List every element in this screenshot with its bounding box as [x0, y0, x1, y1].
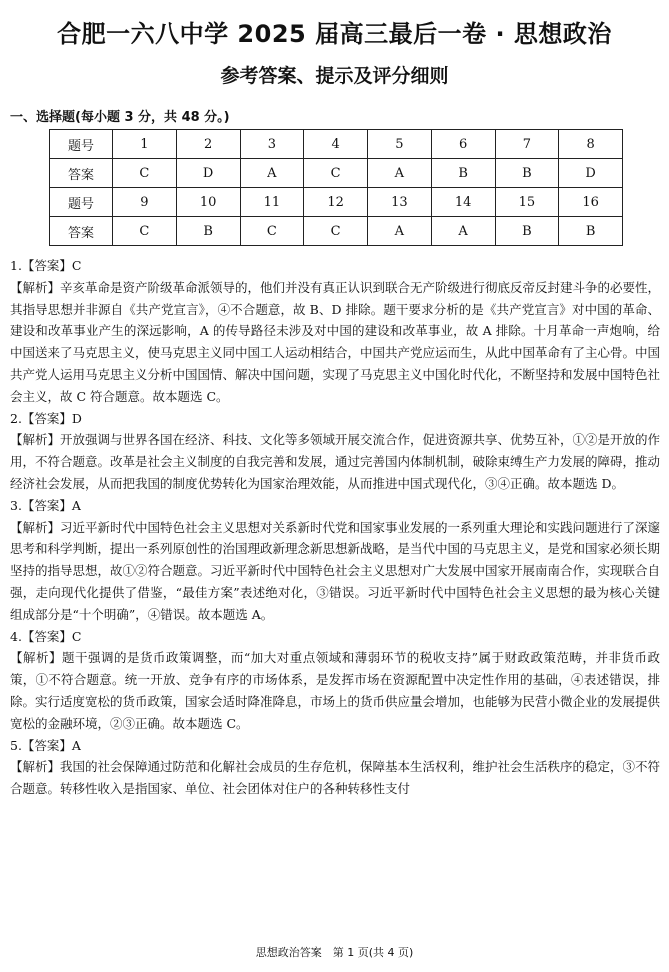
answer-table-row — [50, 188, 623, 217]
answer-table-cell: C — [240, 217, 304, 246]
question-explanation: 【解析】辛亥革命是资产阶级革命派领导的，他们并没有真正认识到联合无产阶级进行彻底反帝反封建斗争的必要性，其指导思想并非源自《共产党宣言》，④不合题意，故 B、D 排除。题干要求分析的是《共产党宣言》对中国的革命、建设和改革事业产生的深远影响，A 的传导路径未涉及对中国的建设和改革事业，故 A 排除。十月革命一声炮响，给中国送来了马克思主义，使马克思主义同中国工人运动相结合，中国共产党应运而生，从此中国革命有了主心骨。中国共产党人运用马克思主义分析中国国情、解决中国问题，实现了马克思主义中国化时代化，不断坚持和发展中国特色社会主义，故 C 符合题意。故本题选 C。 — [10, 279, 661, 404]
answer-explanations — [10, 255, 660, 800]
row-header-cell: 答案 — [50, 217, 113, 246]
answer-table-cell: 6 — [431, 130, 495, 159]
answer-table-cell: 2 — [176, 130, 240, 159]
answer-table-cell: 1 — [113, 130, 177, 159]
answer-table-cell: A — [240, 159, 304, 188]
answer-table-row — [50, 130, 623, 159]
answer-table-cell: 11 — [240, 188, 304, 217]
answer-table — [49, 129, 623, 246]
answer-table-cell: 12 — [304, 188, 368, 217]
row-header-cell: 题号 — [50, 188, 113, 217]
answer-table-cell: 10 — [176, 188, 240, 217]
question-answer-label: 1.【答案】C — [10, 258, 82, 273]
question-answer-label: 4.【答案】C — [10, 628, 82, 644]
question-explanation: 【解析】开放强调与世界各国在经济、科技、文化等多领域开展交流合作，促进资源共享、优势互补，①②是开放的作用，不符合题意。改革是社会主义制度的自我完善和发展，通过完善国内体制机制，破除束缚生产力发展的障碍，推动经济社会发展，从而把我国的制度优势转化为国家治理效能，从而推进中国式现代化，③④正确。故本题选 D。 — [10, 432, 661, 491]
answer-table-cell: 3 — [240, 130, 304, 159]
answer-table-cell: A — [431, 217, 495, 246]
answer-table-cell: C — [304, 159, 368, 188]
question-answer-label: 5.【答案】A — [10, 737, 81, 753]
row-header-cell: 题号 — [50, 130, 113, 159]
answer-table-cell: A — [368, 217, 432, 246]
answer-table-cell: B — [495, 217, 559, 246]
answer-table-cell: D — [176, 159, 240, 188]
row-header-cell: 答案 — [50, 159, 113, 188]
answer-table-cell: 16 — [559, 188, 623, 217]
answer-table-cell: 8 — [559, 130, 623, 159]
answer-table-cell: B — [495, 159, 559, 188]
answer-table-cell: 7 — [495, 130, 559, 159]
answer-table-row — [50, 159, 623, 188]
answer-table-cell: C — [113, 159, 177, 188]
section-heading: 一、选择题(每小题 3 分，共 48 分。) — [10, 110, 230, 125]
answer-table-row — [50, 217, 623, 246]
answer-table-cell: 4 — [304, 130, 368, 159]
answer-table-cell: 15 — [495, 188, 559, 217]
page-footer: 思想政治答案 第 1 页(共 4 页) — [255, 946, 414, 959]
answer-table-cell: A — [368, 159, 432, 188]
answer-table-cell: 13 — [368, 188, 432, 217]
question-answer-label: 3.【答案】A — [10, 497, 81, 513]
answer-table-cell: 14 — [431, 188, 495, 217]
question-answer-label: 2.【答案】D — [10, 410, 82, 426]
question-explanation: 【解析】我国的社会保障通过防范和化解社会成员的生存危机，保障基本生活权利，维护社会生活秩序的稳定，③不符合题意。转移性收入是指国家、单位、社会团体对住户的各种转移性支付 — [10, 759, 661, 797]
page-subtitle: 参考答案、提示及评分细则 — [220, 65, 449, 87]
answer-table-cell: 5 — [368, 130, 432, 159]
answer-table-cell: B — [431, 159, 495, 188]
answer-table-cell: 9 — [113, 188, 177, 217]
answer-table-cell: B — [559, 217, 623, 246]
answer-table-cell: B — [176, 217, 240, 246]
page-title: 合肥一六八中学 2025 届高三最后一卷 · 思想政治 — [57, 20, 612, 48]
answer-table-cell: C — [113, 217, 177, 246]
question-explanation: 【解析】习近平新时代中国特色社会主义思想对关系新时代党和国家事业发展的一系列重大理论和实践问题进行了深邃思考和科学判断，提出一系列原创性的治国理政新理念新思想新战略，是当代中国的马克思主义，是党和国家必须长期坚持的指导思想，故①②符合题意。习近平新时代中国特色社会主义思想对广大发展中国家开展南南合作，实现联合自强，走向现代化提供了借鉴，“最佳方案”表述绝对化，③错误。习近平新时代中国特色社会主义思想的最为核心关键组成部分是“十个明确”，④错误。故本题选 A。 — [10, 519, 661, 622]
question-explanation: 【解析】题干强调的是货币政策调整，而“加大对重点领域和薄弱环节的税收支持”属于财政政策范畴，并非货币政策，①不符合题意。统一开放、竞争有序的市场体系，是发挥市场在资源配置中决定性作用的基础，④表述错误，排除。实行适度宽松的货币政策，国家会适时降准降息，市场上的货币供应量会增加，也能够为民营小微企业的发展提供宽松的金融环境，②③正确。故本题选 C。 — [10, 650, 661, 731]
answer-table-cell: D — [559, 159, 623, 188]
answer-table-cell: C — [304, 217, 368, 246]
